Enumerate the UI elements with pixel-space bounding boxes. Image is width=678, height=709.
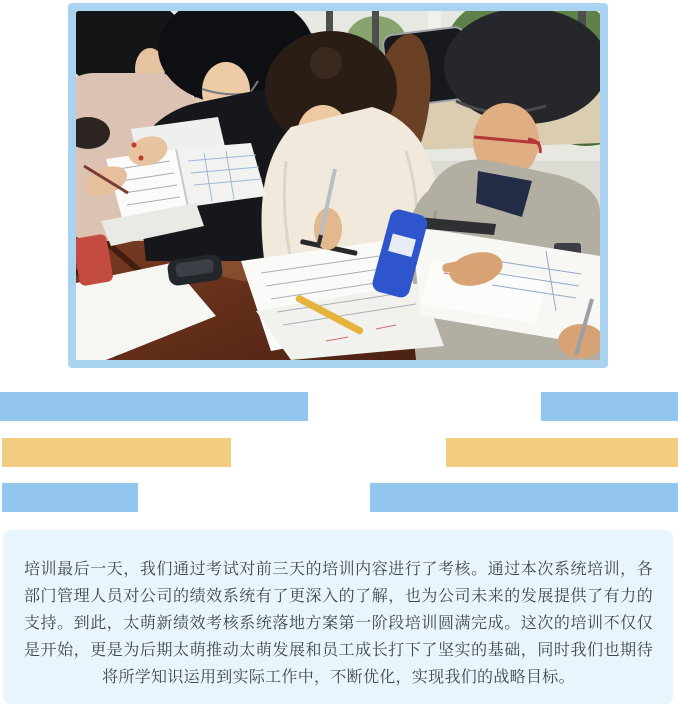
summary-paragraph: 培训最后一天，我们通过考试对前三天的培训内容进行了考核。通过本次系统培训，各部门管理人员对公司的绩效系统有了更深入的了解，也为公司未来的发展提供了有力的支持。到此，太萌新绩效考核系统落地方案第一阶段培训圆满完成。这次的培训不仅仅是开始，更是为后期太萌推动太萌发展和员工成长打下了坚实的基础，同时我们也期待将所学知识运用到实际工作中，不断优化，实现我们的战略目标。 [24, 561, 653, 686]
decor-bar-blue-row1-right [541, 392, 678, 421]
hero-photo-frame [68, 3, 608, 368]
decor-bar-yellow-row2-right [446, 438, 678, 467]
summary-card [3, 530, 673, 704]
decor-bar-blue-row3-right [370, 483, 678, 512]
decor-bar-blue-row1-left [0, 392, 308, 421]
training-exam-photo [76, 11, 600, 360]
decor-bar-yellow-row2-left [2, 438, 231, 467]
decor-bar-blue-row3-left [2, 483, 138, 512]
